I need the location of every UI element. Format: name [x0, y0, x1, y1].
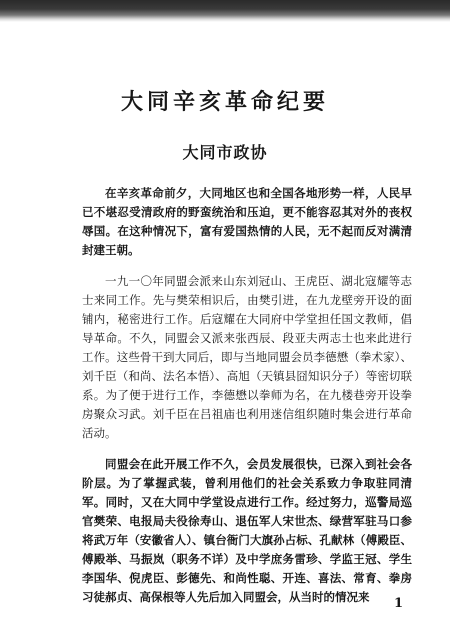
paragraph-intro: 在辛亥革命前夕，大同地区也和全国各地形势一样，人民早已不堪忍受清政府的野蛮统治和压迫，更不能容忍其对外的丧权辱国。在这种情况下，富有爱国热情的人民，无不起而反对满清封建王朝。 — [82, 186, 412, 257]
article-title: 大同辛亥革命纪要 — [120, 89, 329, 115]
paragraph-development: 同盟会在此开展工作不久，会员发展很快，已深入到社会各阶层。为了掌握武装，曾利用他们的社会关系致力争取驻同清军。同时，又在大同中学堂设点进行工作。经过努力，巡警局巡官樊荣、电报局夫役徐寿山、退伍军人宋世杰、绿营军驻马口参将武万年（安徽省人）、镇台衙门大旗孙占标、孔献林（傅殿臣、傅殿举、马振岚（职务不详）及中学庶务雷珍、学监王冠、学生李国华、倪虎臣、彭德先、和尚性聪、开连、喜法、常育、拳房习徒郝贞、高保根等人先后加入同盟会，从当时的情况来 — [82, 457, 412, 604]
paragraph-1910: 一九一〇年同盟会派来山东刘冠山、王虎臣、湖北寇耀等志士来同工作。先与樊荣相识后，由樊引进，在九龙壁旁开设的面铺内，秘密进行工作。后寇耀在大同府中学堂担任国文教师，倡导革命。不久，同盟会又派来张西辰、段亚夫两志士也来此进行工作。这些骨干到大同后，即与当地同盟会员李德懋（拳术家）、刘千臣（和尚、法名本悟）、高旭（天镇县囧知识分子）等密切联系。为了便于进行工作，李德懋以拳师为名，在九楼巷旁开设拳房聚众习武。刘千臣在吕祖庙也利用迷信组织随时集会进行革命活动。 — [82, 274, 412, 440]
scan-top-edge — [0, 0, 450, 22]
page-number: 1 — [394, 596, 404, 611]
article-author: 大同市政协 — [182, 143, 268, 162]
article-body — [82, 184, 412, 619]
